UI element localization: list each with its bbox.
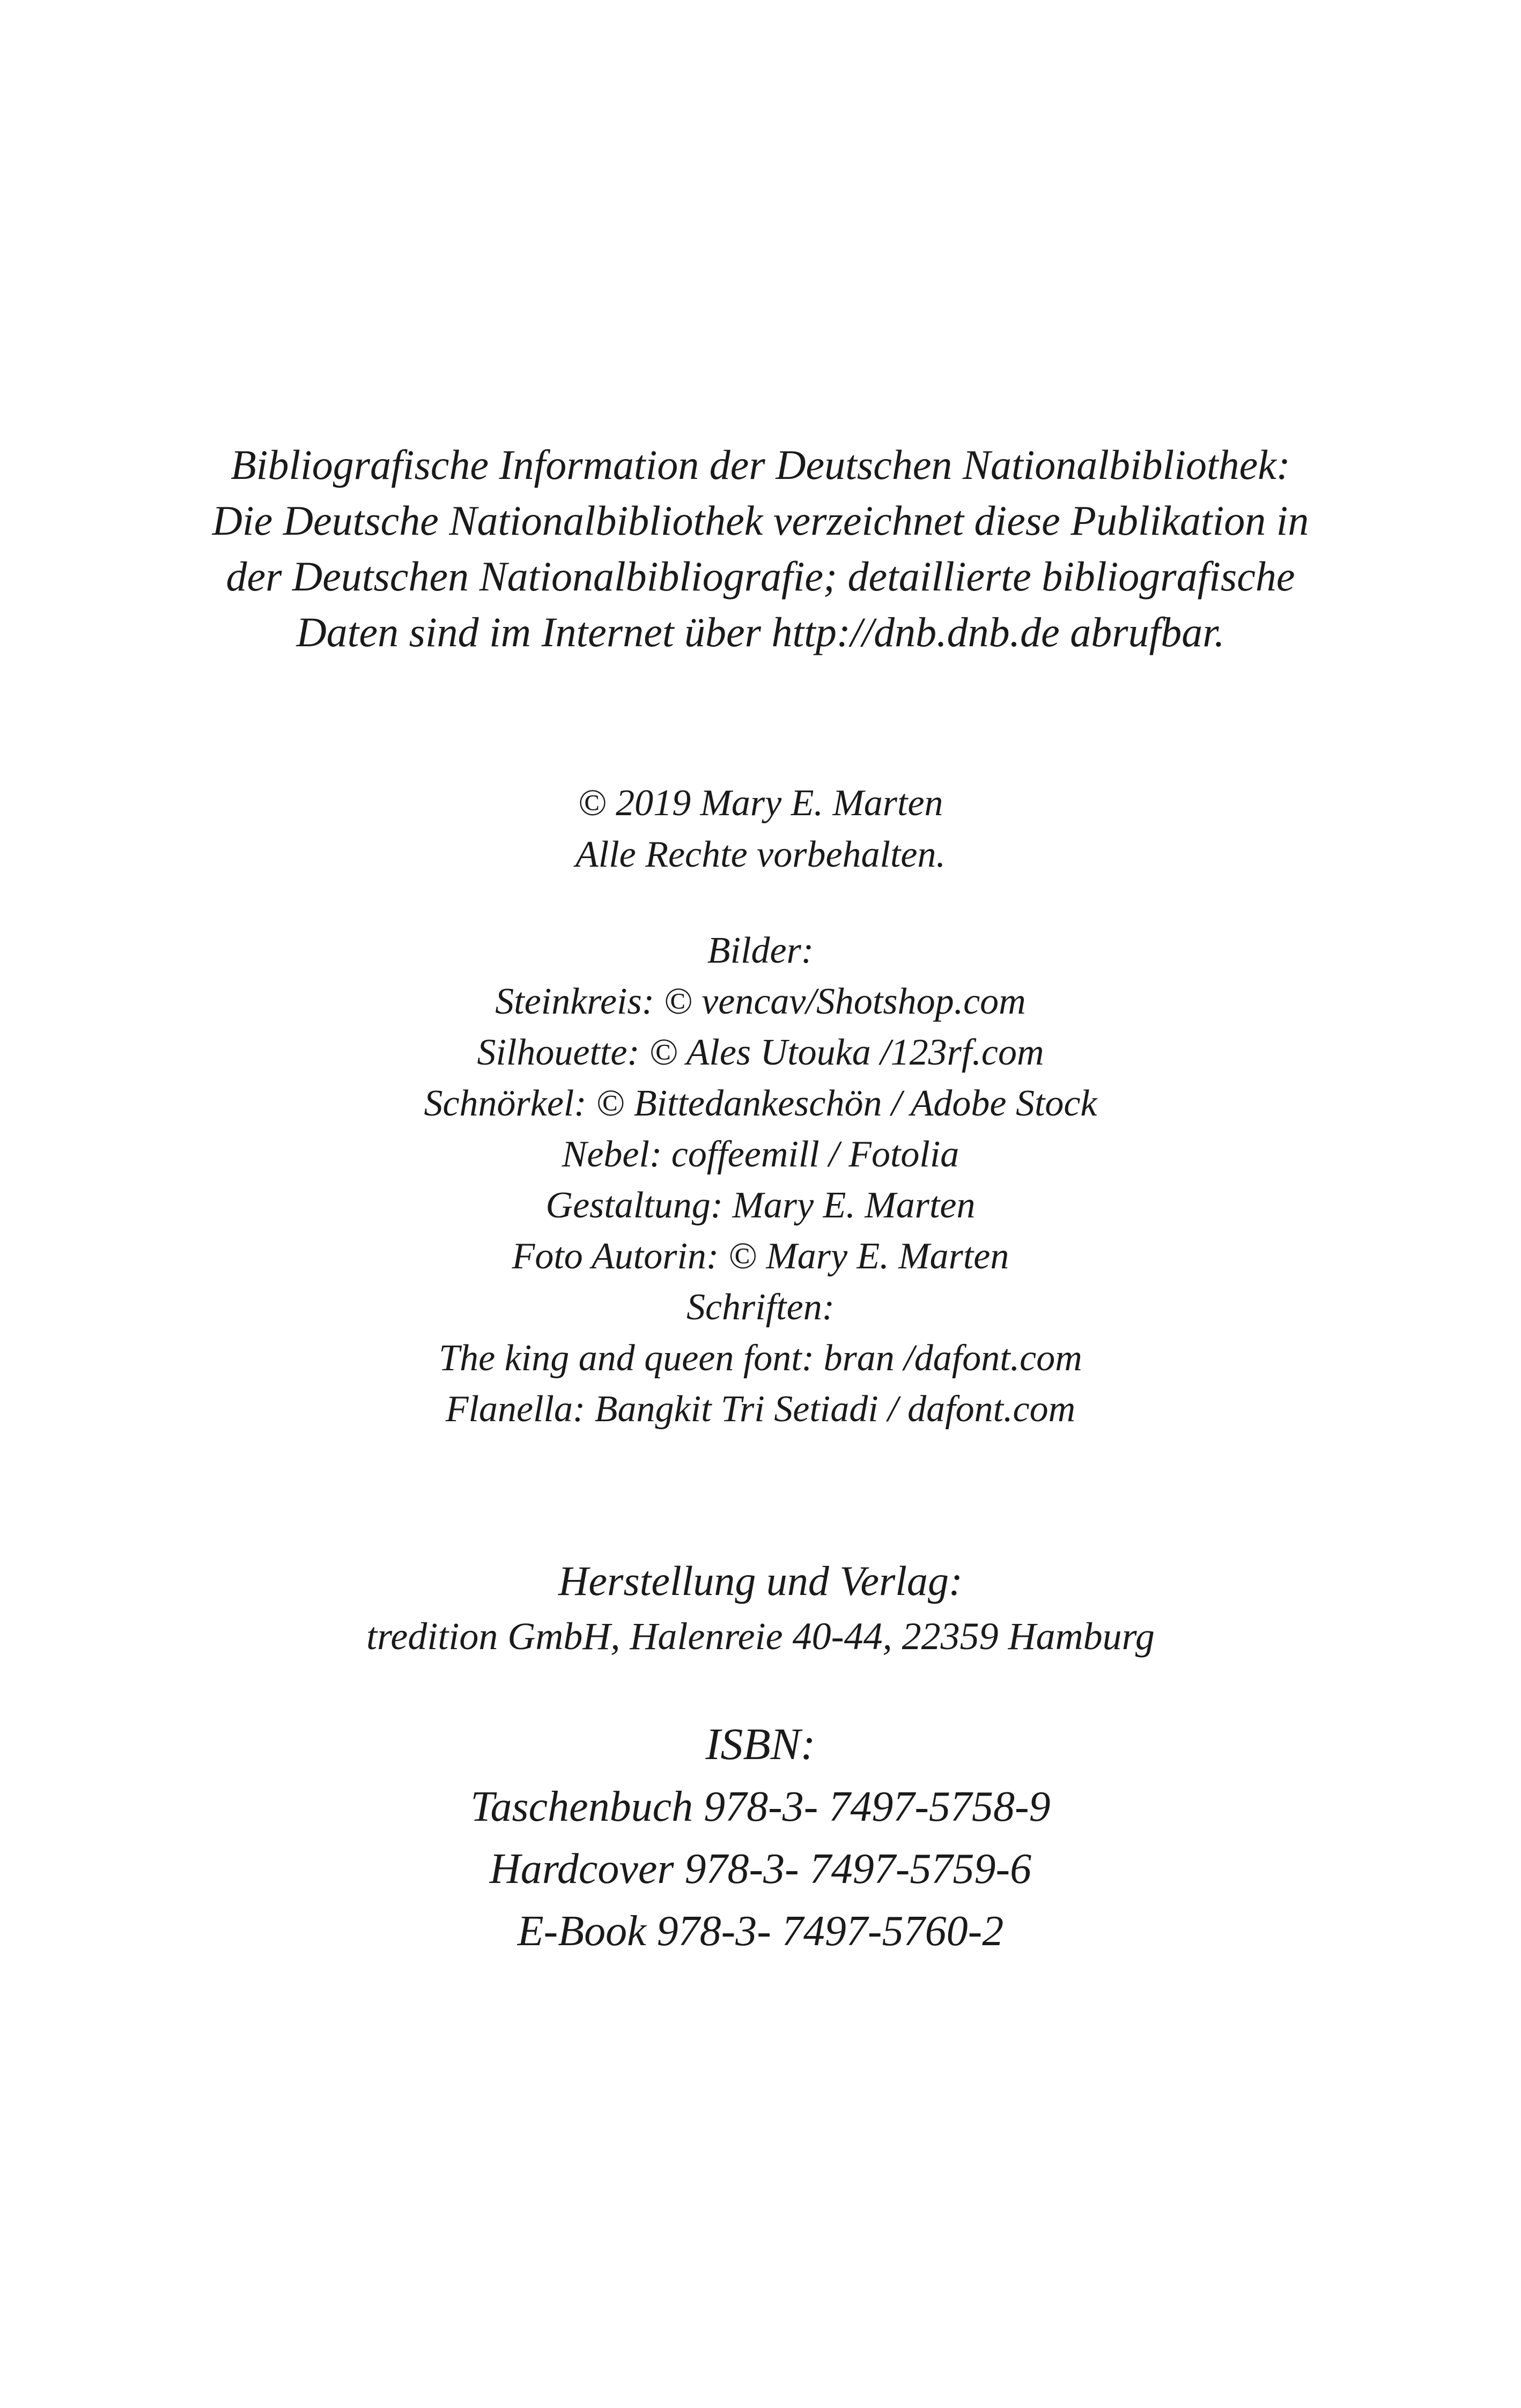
isbn-info [0, 1713, 1521, 1962]
images-heading: Bilder: [707, 930, 814, 971]
isbn-entry: Taschenbuch 978-3- 7497-5758-9 [470, 1783, 1051, 1830]
font-credit: Flanella: Bangkit Tri Setiadi / dafont.com [445, 1388, 1076, 1430]
fonts-heading: Schriften: [686, 1287, 835, 1328]
publisher-heading: Herstellung und Verlag: [558, 1557, 963, 1604]
bibliographic-notice [0, 437, 1521, 660]
publisher-address: tredition GmbH, Halenreie 40-44, 22359 Hamburg [366, 1615, 1155, 1658]
isbn-entry: Hardcover 978-3- 7497-5759-6 [489, 1845, 1032, 1893]
image-credit: Schnörkel: © Bittedankeschön / Adobe Stock [424, 1083, 1097, 1124]
bibliographic-line: Daten sind im Internet über http://dnb.dnb.de abrufbar. [296, 609, 1225, 655]
image-credit: Foto Autorin: © Mary E. Marten [512, 1236, 1009, 1277]
bibliographic-line: der Deutschen Nationalbibliografie; detaillierte bibliografische [226, 553, 1295, 600]
copyright-line: © 2019 Mary E. Marten [578, 782, 943, 824]
isbn-heading: ISBN: [705, 1719, 816, 1769]
image-credit: Steinkreis: © vencav/Shotshop.com [495, 981, 1026, 1022]
image-credit: Silhouette: © Ales Utouka /123rf.com [477, 1032, 1044, 1073]
image-credit: Nebel: coffeemill / Fotolia [562, 1134, 959, 1175]
publisher-info [0, 1553, 1521, 1663]
bibliographic-line: Die Deutsche Nationalbibliothek verzeichnet diese Publikation in [212, 497, 1309, 544]
font-credit: The king and queen font: bran /dafont.com [439, 1338, 1082, 1379]
isbn-entry: E-Book 978-3- 7497-5760-2 [517, 1908, 1004, 1955]
rights-reserved-line: Alle Rechte vorbehalten. [575, 834, 946, 875]
image-and-font-credits [0, 925, 1521, 1435]
bibliographic-line: Bibliografische Information der Deutschen Nationalbibliothek: [231, 441, 1290, 488]
copyright-notice [0, 778, 1521, 881]
image-credit: Gestaltung: Mary E. Marten [545, 1185, 976, 1226]
